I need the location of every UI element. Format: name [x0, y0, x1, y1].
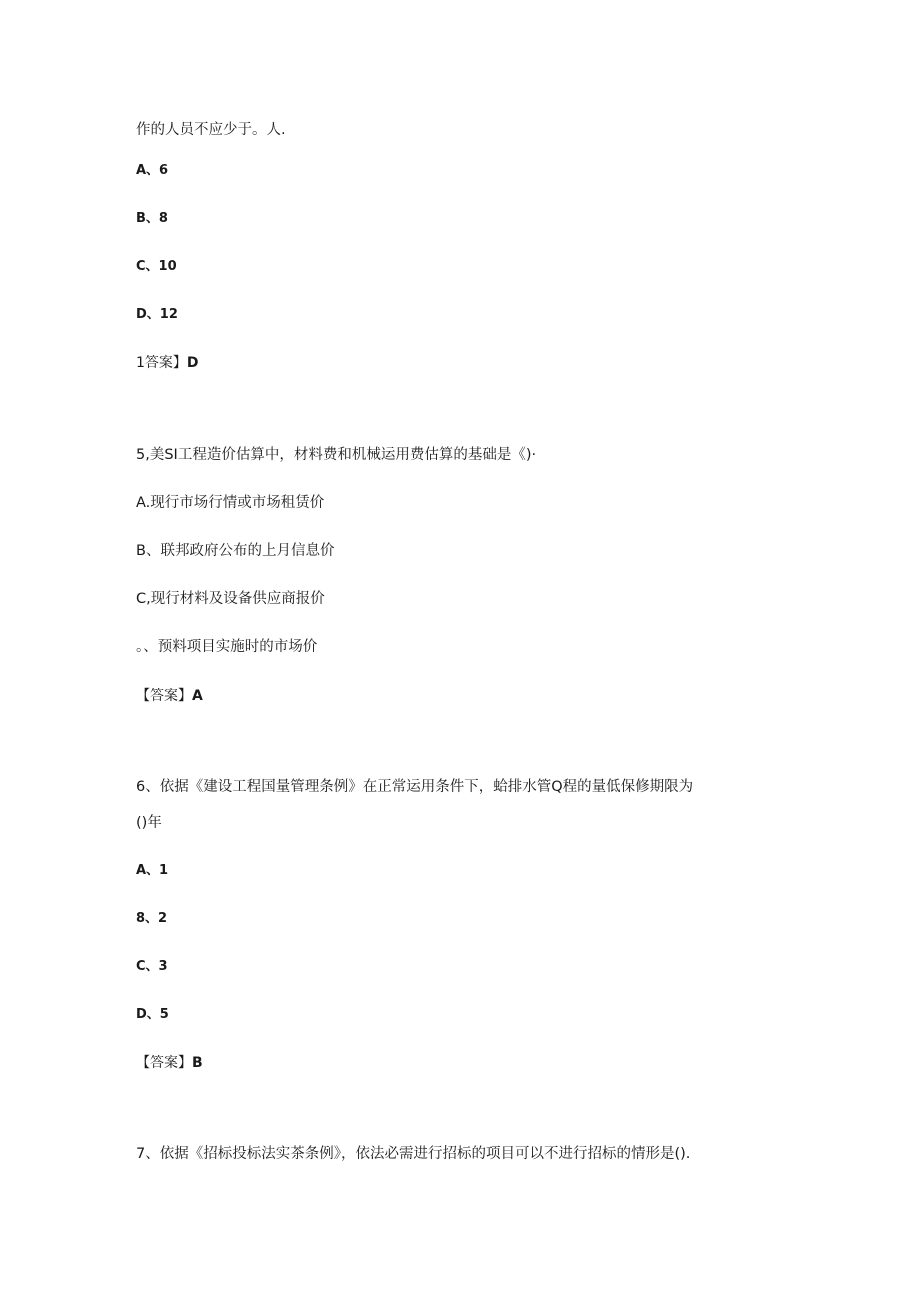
answer-value: A: [192, 688, 203, 704]
question-4-answer: [136, 353, 199, 373]
question-7-stem: 7、依据《招标投标法实茶条例》，依法必需进行招标的项目可以不进行招标的情形是().: [136, 1146, 691, 1162]
question-5-option-b: B、联邦政府公布的上月信息价: [136, 543, 335, 559]
question-6-option-b: 8、2: [136, 911, 168, 926]
question-4-option-b: B、8: [136, 211, 168, 226]
question-5-option-a: A.现行市场行情或市场租赁价: [136, 495, 325, 511]
answer-value: D: [186, 355, 199, 371]
question-4-stem-tail: 作的人员不应少于。人.: [136, 122, 286, 138]
question-4-option-c: C、10: [136, 259, 177, 274]
question-6-stem-line-1: 6、依据《建设工程国量管理条例》在正常运用条件下，蛤排水管Q程的量低保修期限为: [136, 779, 694, 795]
answer-label: 1答案】: [136, 355, 187, 371]
answer-label: 【答案】: [136, 1055, 192, 1071]
question-5-stem: 5,美SI工程造价估算中，材料费和机械运用费估算的基础是《)·: [136, 447, 537, 463]
answer-value: B: [192, 1055, 203, 1071]
question-6-answer: [136, 1053, 203, 1073]
question-5-option-d: 。、预料项目实施时的市场价: [136, 639, 318, 655]
question-4-option-a: A、6: [136, 163, 169, 178]
question-6-option-a: A、1: [136, 863, 169, 878]
question-6-option-d: D、5: [136, 1007, 169, 1022]
answer-label: 【答案】: [136, 688, 192, 704]
question-4-option-d: D、12: [136, 307, 178, 322]
question-5-answer: [136, 686, 203, 706]
question-6-stem-line-2: ()年: [136, 815, 162, 831]
question-6-option-c: C、3: [136, 959, 168, 974]
question-5-option-c: C,现行材料及设备供应商报价: [136, 591, 325, 607]
